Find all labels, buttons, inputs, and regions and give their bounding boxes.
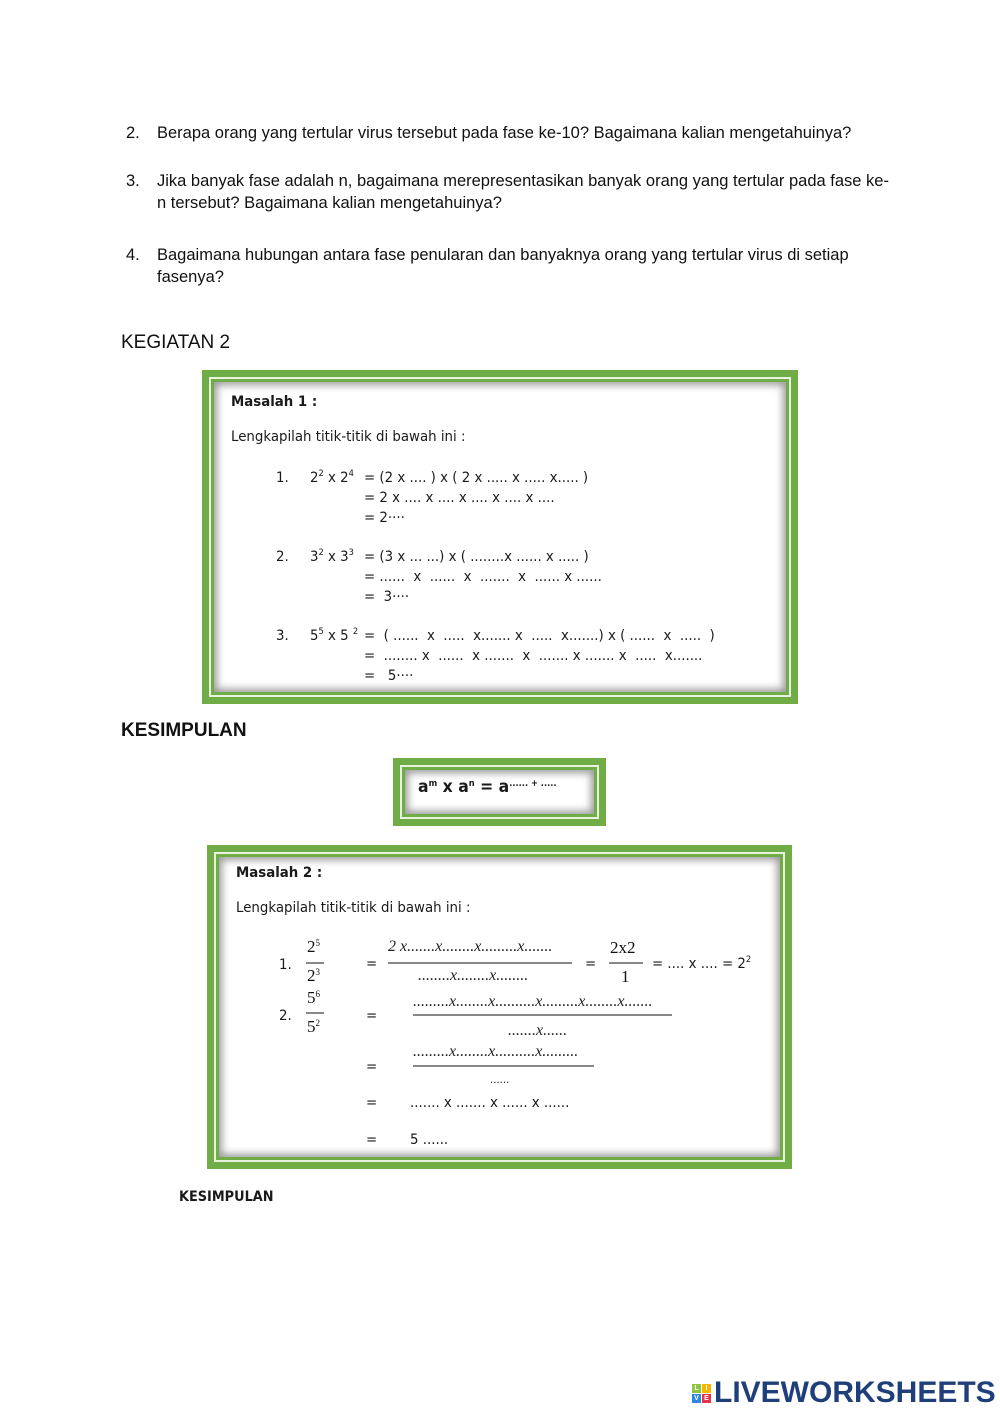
equals-sign: = [585,956,597,972]
question-number: 3. [126,172,140,190]
logo-letter: L [692,1384,701,1393]
kesimpulan-heading: KESIMPULAN [121,720,247,741]
liveworksheets-logo: L I V E LIVEWORKSHEETS [692,1376,996,1410]
question-number: 2. [126,124,140,142]
m2-item2-frac-denominator[interactable]: .......x...... [508,1022,568,1039]
m2-item1-tail[interactable]: = .... x .... = $2^2$ [652,955,752,972]
m2-item1-frac2-denominator: 1 [621,967,630,986]
m2-item1-denominator: $2^3$ [307,966,320,985]
m2-item1-frac-numerator[interactable]: 2 x.......x........x.........x....... [388,938,553,955]
m2-item1-numerator: $2^5$ [307,937,320,956]
formula-blank[interactable]: ...... + ..... [509,779,557,789]
m1-item-line[interactable]: = 2 x .... x .... x .... x .... x .... [364,490,555,506]
m1-item-line[interactable]: = ( ...... x ..... x....... x ..... x.......) x ( ...... x ..... ) [364,628,715,644]
m2-item2-denominator: $5^2$ [307,1017,320,1036]
equals-sign: = [366,1095,378,1111]
m1-item-line[interactable]: = ........ x ...... x ....... x ....... x ....... x ..... x....... [364,648,703,664]
m2-item1-frac2-numerator: 2x2 [610,938,636,957]
logo-letter: E [702,1394,711,1403]
m2-item2-frac2-numerator[interactable]: .........x........x..........x......... [413,1043,579,1060]
logo-letter: I [702,1384,711,1393]
equals-sign: = [366,956,378,972]
kesimpulan-2-heading: KESIMPULAN [179,1189,274,1205]
logo-cube-icon [692,1384,711,1403]
equals-sign: = [366,1008,378,1024]
m1-item-line[interactable]: = 2···· [364,510,405,526]
m2-item2-line3[interactable]: ....... x ....... x ...... x ...... [410,1095,570,1111]
m1-item-line[interactable]: = 3···· [364,589,410,605]
m1-item-number: 3. [276,628,289,644]
m1-item-expression: $5^5$ x 5 $^2$ [310,627,359,644]
m2-item2-numerator: $5^6$ [307,988,320,1007]
m2-item1-number: 1. [279,957,292,973]
masalah-1-instruction: Lengkapilah titik-titik di bawah ini : [231,429,466,445]
masalah-1-title: Masalah 1 : [231,394,318,410]
m1-item-expression: $3^2$ x $3^3$ [310,548,354,565]
m2-item2-number: 2. [279,1008,292,1024]
question-number: 4. [126,246,140,264]
masalah-2-title: Masalah 2 : [236,865,323,881]
equals-sign: = [366,1059,378,1075]
m1-item-line[interactable]: = ...... x ...... x ....... x ...... x ...... [364,569,602,585]
m1-item-expression: $2^2$ x $2^4$ [310,469,354,486]
m2-item2-frac-numerator[interactable]: .........x........x..........x.........x........x....... [413,993,653,1010]
question-text: Jika banyak fase adalah n, bagaimana merepresentasikan banyak orang yang tertular pada fase ke-n tersebut? Bagaimana kalian mengetahuinya? [157,172,889,212]
m1-item-line[interactable]: = (2 x .... ) x ( 2 x ..... x ..... x..... ) [364,470,589,486]
question-text: Berapa orang yang tertular virus tersebut pada fase ke-10? Bagaimana kalian mengetahuinya? [157,124,852,142]
m2-item1-frac-denominator[interactable]: ........x........x........ [418,967,529,984]
masalah-2-instruction: Lengkapilah titik-titik di bawah ini : [236,900,471,916]
m1-item-line[interactable]: = (3 x ... ...) x ( ........x ...... x ..... ) [364,549,589,565]
m2-item2-line4[interactable]: 5 ...... [410,1132,449,1148]
m1-item-line[interactable]: = 5···· [364,668,414,684]
logo-letter: V [692,1394,701,1403]
formula-exponent-rule: $a^m$ x $a^n = a^{...... + .....}$ [418,777,557,797]
equals-sign: = [366,1132,378,1148]
kegiatan-heading: KEGIATAN 2 [121,332,231,353]
m1-item-number: 1. [276,470,289,486]
question-text: Bagaimana hubungan antara fase penularan dan banyaknya orang yang tertular virus di setiap fasenya? [157,246,849,286]
m1-item-number: 2. [276,549,289,565]
m2-item2-frac2-denominator[interactable]: ...... [490,1073,510,1086]
